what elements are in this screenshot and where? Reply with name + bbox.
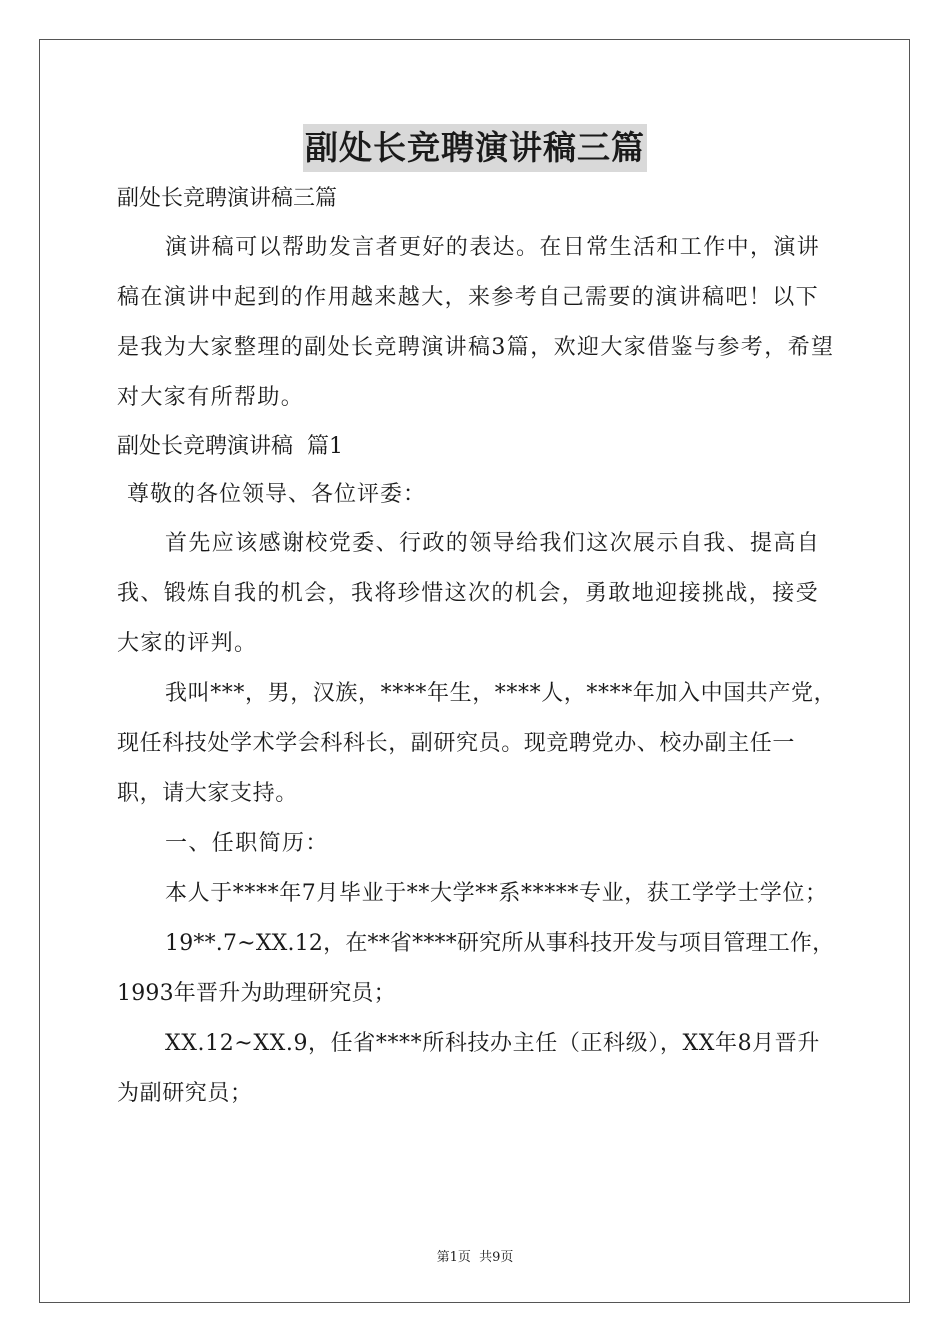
body-paragraph-3: 一、任职简历： — [165, 831, 329, 856]
page-total: 共9页 — [479, 1250, 514, 1265]
page-number: 第1页 — [436, 1250, 471, 1265]
document-body — [117, 175, 837, 1119]
body-paragraph-4: 本人于****年7月毕业于**大学**系*****专业，获工学学士学位； — [165, 881, 828, 906]
body-paragraph-1: 首先应该感谢校党委、行政的领导给我们这次展示自我、提高自我、锻炼自我的机会，我将珍惜这次的机会，勇敢地迎接挑战，接受大家的评判。 — [117, 531, 821, 656]
section-heading: 副处长竞聘演讲稿 篇1 — [117, 434, 343, 459]
salutation: 尊敬的各位领导、各位评委： — [127, 482, 427, 507]
title-container — [0, 124, 950, 172]
subtitle-line: 副处长竞聘演讲稿三篇 — [117, 186, 338, 211]
body-paragraph-5: 19**.7~XX.12，在**省****研究所从事科技开发与项目管理工作，1993年晋升为助理研究员； — [117, 931, 835, 1006]
body-paragraph-6: XX.12~XX.9，任省****所科技办主任（正科级），XX年8月晋升为副研究员； — [117, 1031, 820, 1106]
page-footer — [0, 1246, 950, 1265]
intro-paragraph: 演讲稿可以帮助发言者更好的表达。在日常生活和工作中，演讲稿在演讲中起到的作用越来越大，来参考自己需要的演讲稿吧！以下是我为大家整理的副处长竞聘演讲稿3篇，欢迎大家借鉴与参考，希望对大家有所帮助。 — [117, 235, 835, 410]
document-title: 副处长竞聘演讲稿三篇 — [303, 124, 647, 172]
body-paragraph-2: 我叫***，男，汉族，****年生，****人，****年加入中国共产党，现任科技处学术学会科科长，副研究员。现竞聘党办、校办副主任一职，请大家支持。 — [117, 681, 837, 806]
